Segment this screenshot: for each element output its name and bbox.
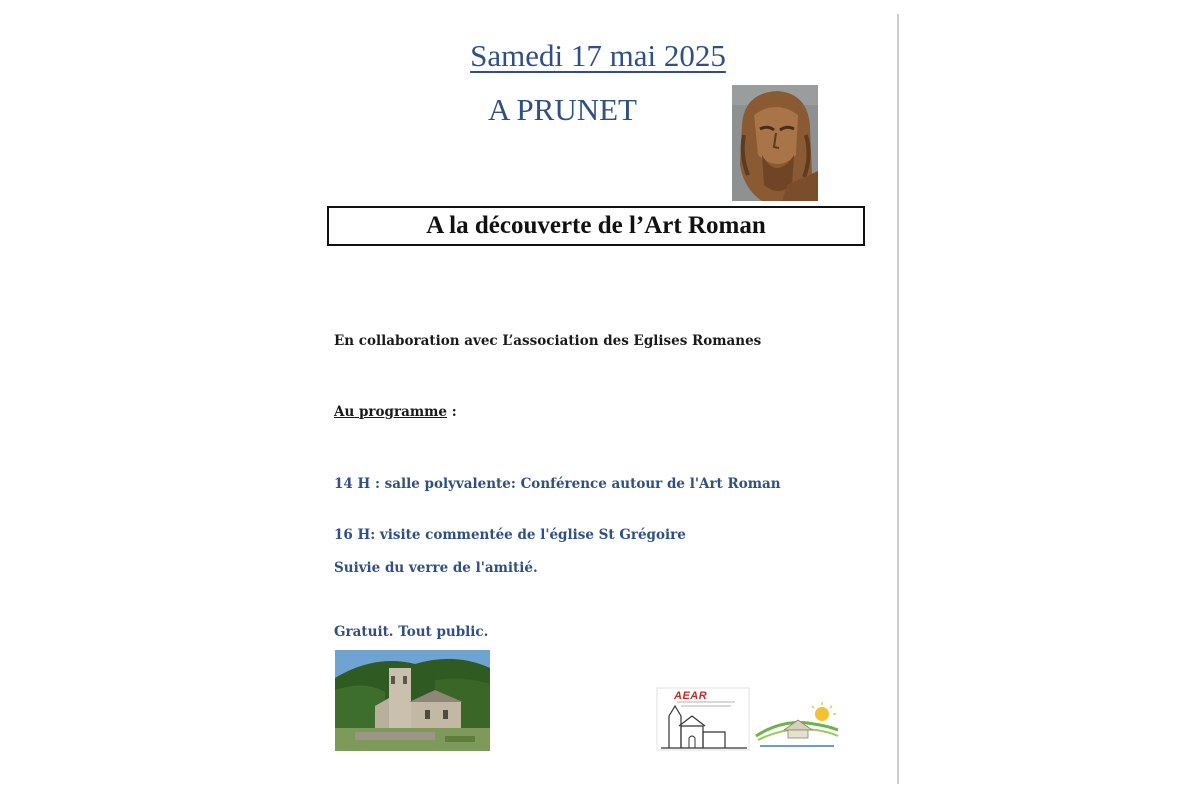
program-item-3: Suivie du verre de l'amitié.: [334, 560, 538, 576]
program-label: Au programme: [334, 404, 448, 420]
program-item-2: 16 H: visite commentée de l'église St Grégoire: [334, 527, 686, 543]
romanesque-sculpture-image: [732, 85, 818, 201]
event-date: Samedi 17 mai 2025: [470, 38, 726, 73]
commune-logo: [754, 700, 840, 752]
page-edge-divider: [897, 14, 899, 784]
collaboration-text: En collaboration avec L’association des Eglises Romanes: [334, 333, 762, 349]
program-label-suffix: :: [447, 404, 457, 420]
event-title-box: A la découverte de l’Art Roman: [327, 206, 865, 246]
program-item-1: 14 H : salle polyvalente: Conférence autour de l'Art Roman: [334, 476, 781, 492]
program-heading: [334, 402, 457, 422]
association-logo-text: AEAR: [674, 690, 708, 702]
event-place: A PRUNET: [488, 92, 637, 127]
church-photo: [335, 650, 490, 751]
access-info: Gratuit. Tout public.: [334, 624, 489, 640]
